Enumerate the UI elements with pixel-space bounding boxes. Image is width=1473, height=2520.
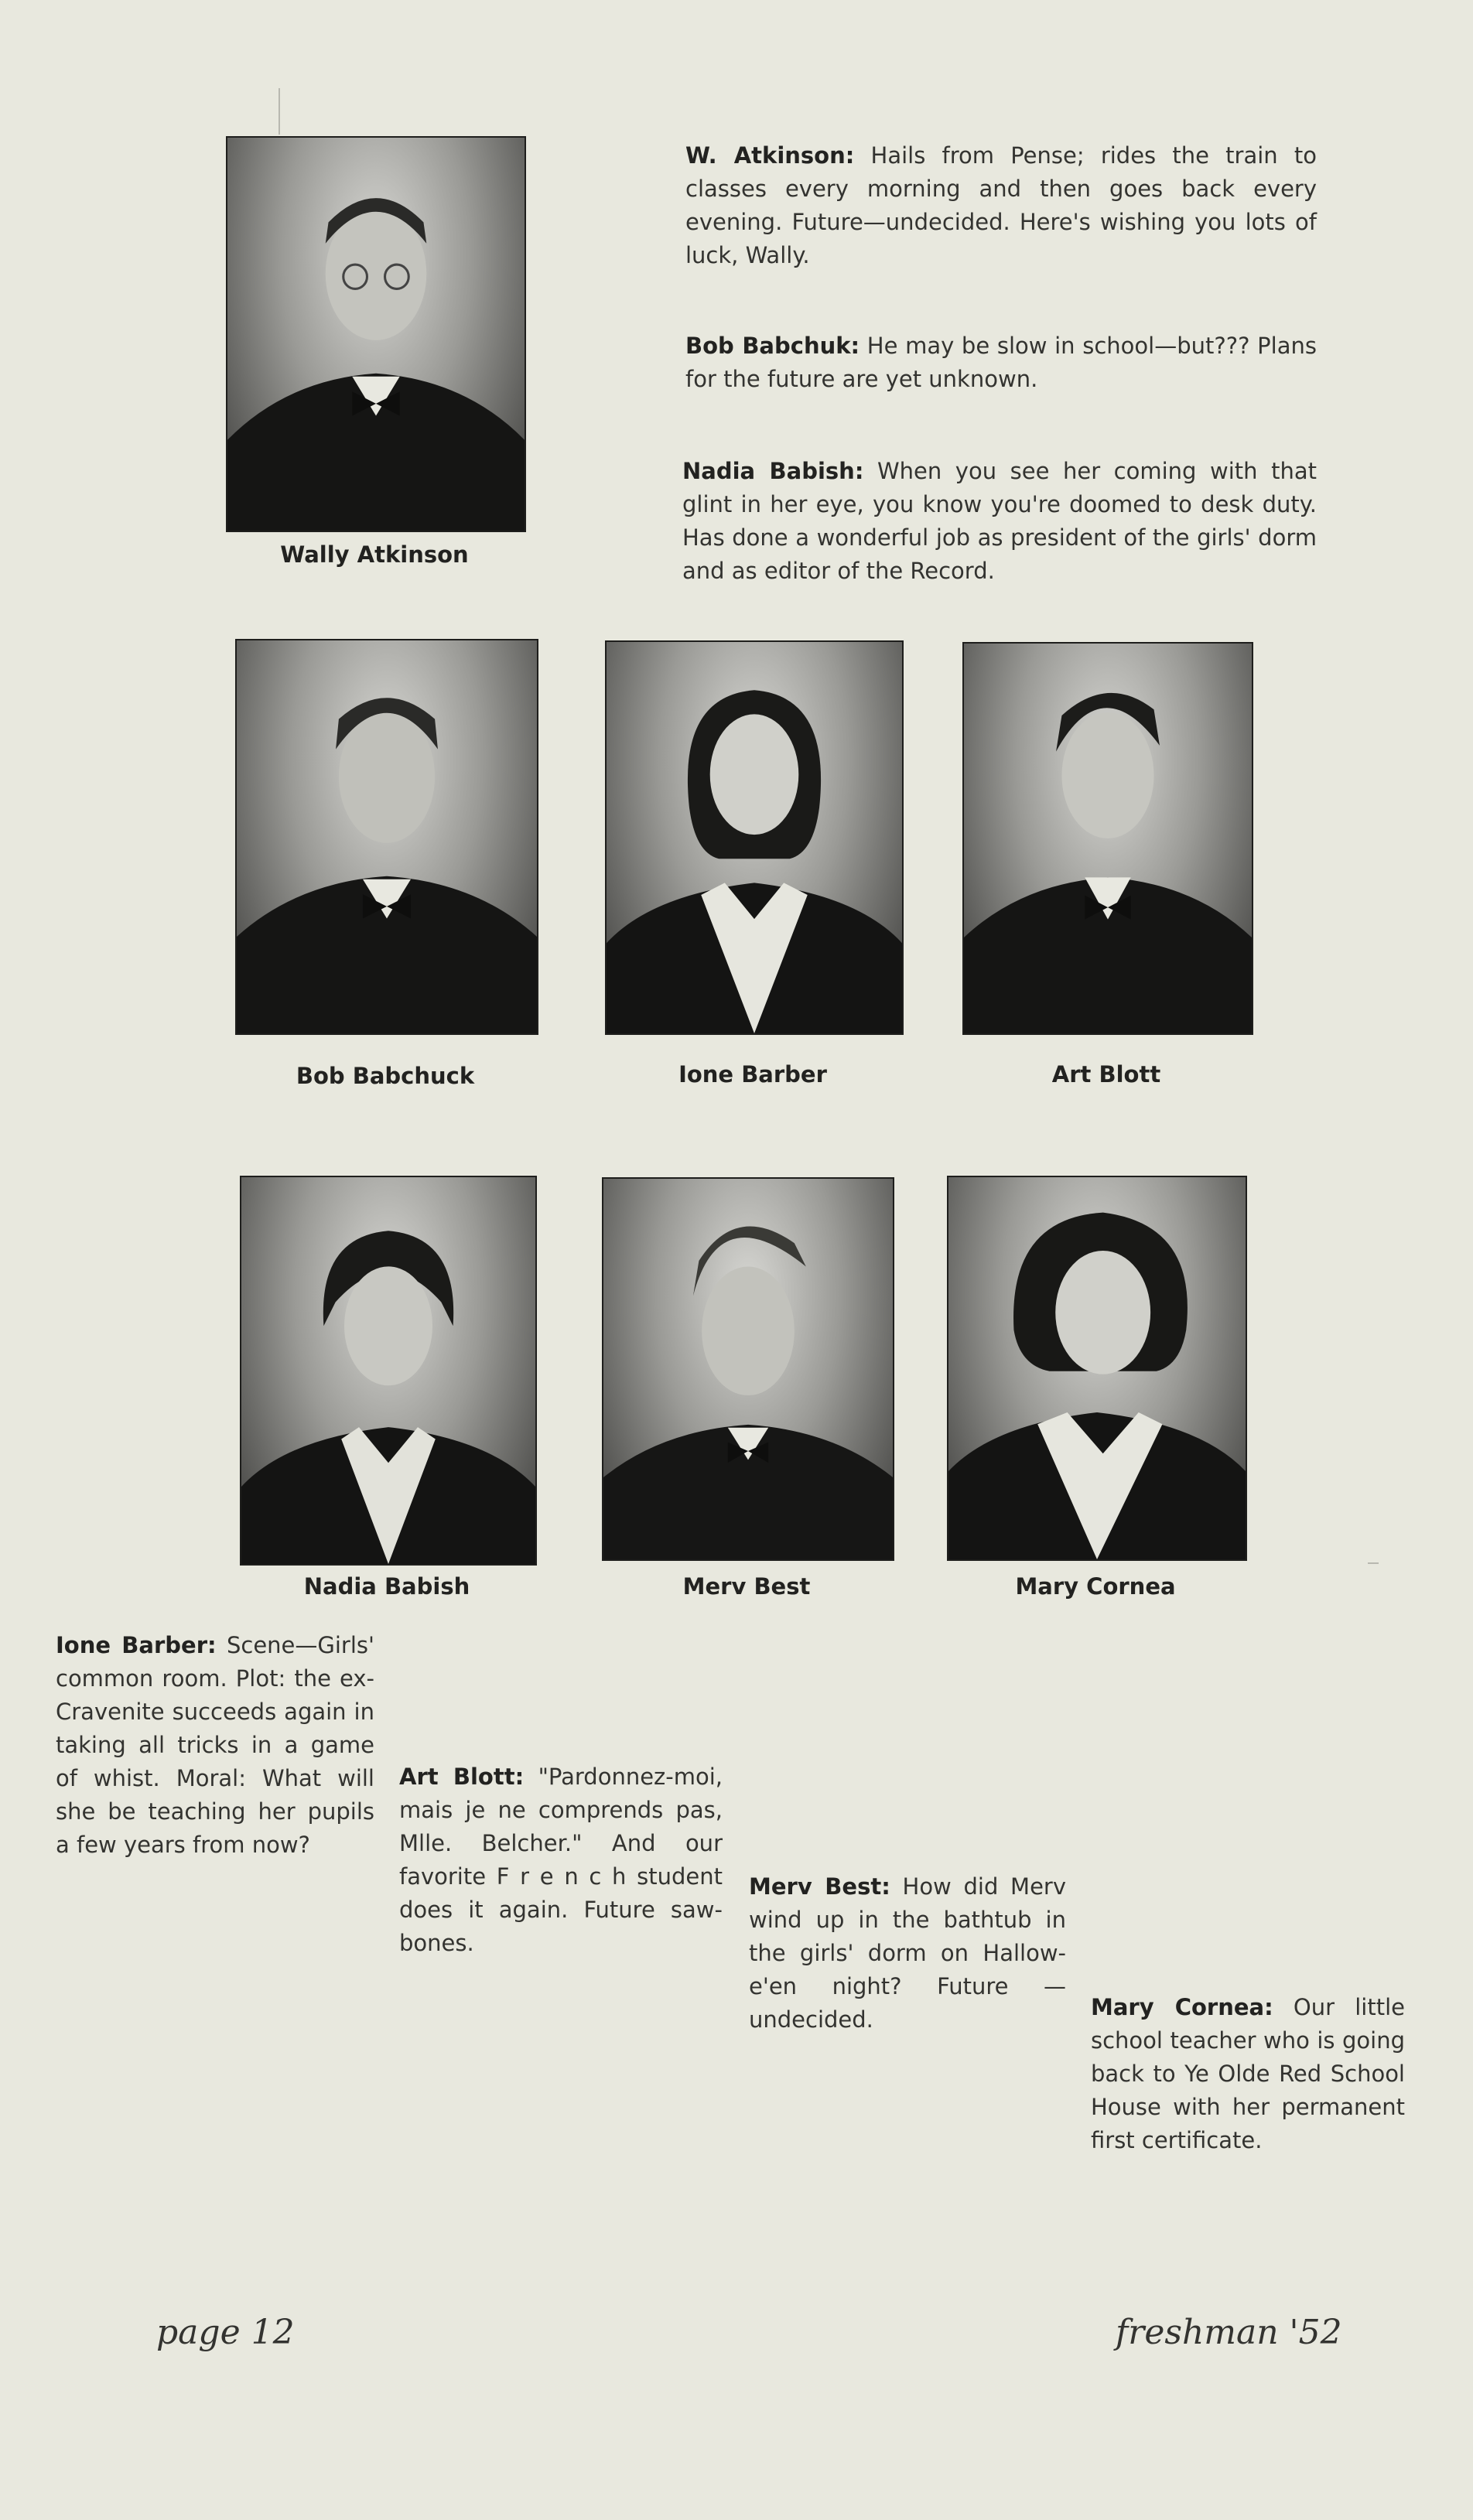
portrait-photo-mary-cornea <box>947 1176 1247 1561</box>
portrait-photo-wally-atkinson <box>226 136 526 532</box>
bio-name: Ione Barber: <box>56 1632 217 1658</box>
bio-name: Art Blott: <box>399 1764 525 1790</box>
bio-ione-barber <box>56 1629 374 1862</box>
bio-text: When you see her coming with that glint in her eye, you know you're doomed to desk duty. Has done a wonderful job as president of the girls' dorm and as editor of the Record. <box>682 458 1317 584</box>
bio-name: Merv Best: <box>749 1873 890 1900</box>
portrait-photo-nadia-babish <box>240 1176 537 1566</box>
bio-art-blott <box>399 1760 723 1960</box>
caption-nadia-babish: Nadia Babish <box>303 1573 470 1600</box>
bio-text: He may be slow in school—but??? Plans for the future are yet unknown. <box>685 333 1317 392</box>
scan-mark <box>279 88 280 135</box>
portrait-photo-art-blott <box>962 642 1253 1035</box>
scan-mark <box>1368 1562 1379 1564</box>
caption-mary-cornea: Mary Cornea <box>1015 1573 1176 1600</box>
bio-w-atkinson <box>685 139 1317 272</box>
bio-nadia-babish <box>682 455 1317 588</box>
page-number: page 12 <box>156 2313 295 2352</box>
bio-mary-cornea <box>1091 1991 1405 2157</box>
bio-text: Our little school teacher who is going back to Ye Olde Red School House with her permanent first certificate. <box>1091 1994 1405 2153</box>
bio-name: Mary Cornea: <box>1091 1994 1273 2020</box>
bio-text: How did Merv wind up in the bathtub in the girls' dorm on Hallow-e'en night? Future — undecided. <box>749 1873 1066 2033</box>
portrait-photo-bob-babchuck <box>235 639 538 1035</box>
bio-name: Nadia Babish: <box>682 458 864 484</box>
bio-merv-best <box>749 1870 1066 2037</box>
portrait-photo-merv-best <box>602 1177 894 1561</box>
caption-bob-babchuck: Bob Babchuck <box>296 1063 475 1089</box>
bio-text: Scene—Girls' common room. Plot: the ex-Cravenite succeeds again in taking all tricks in a game of whist. Moral: What will she be teaching her pupils a few years from now? <box>56 1632 374 1858</box>
caption-art-blott: Art Blott <box>1051 1061 1161 1088</box>
portrait-photo-ione-barber <box>605 640 904 1035</box>
bio-bob-babchuk <box>685 330 1317 396</box>
caption-ione-barber: Ione Barber <box>678 1061 827 1088</box>
caption-merv-best: Merv Best <box>682 1573 811 1600</box>
yearbook-title: freshman '52 <box>1116 2313 1342 2352</box>
bio-name: W. Atkinson: <box>685 142 855 169</box>
bio-text: "Pardonnez-moi, mais je ne comprends pas, Mlle. Belcher." And our favorite F r e n c h student does it again. Future saw-bones. <box>399 1764 723 1956</box>
bio-name: Bob Babchuk: <box>685 333 860 359</box>
bio-text: Hails from Pense; rides the train to classes every morning and then goes back every evening. Future—undecided. Here's wishing you lots of luck, Wally. <box>685 142 1317 268</box>
caption-wally-atkinson: Wally Atkinson <box>280 541 469 568</box>
